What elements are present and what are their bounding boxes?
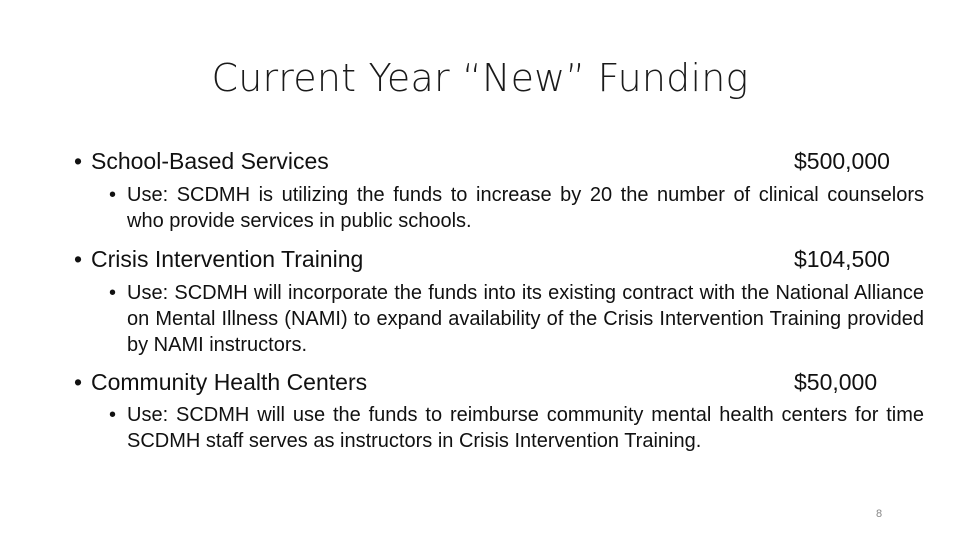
funding-use-school-based — [109, 182, 924, 234]
funding-use-text: Use: SCDMH will incorporate the funds into its existing contract with the National Alliance on Mental Illness (NAMI) to expand availability of the Crisis Intervention Training provided by NAMI instructors. — [127, 282, 924, 356]
funding-use-community-health — [109, 402, 924, 454]
funding-amount: $50,000 — [794, 369, 878, 395]
funding-amount: $500,000 — [794, 148, 890, 174]
bullet-icon: • — [74, 246, 83, 272]
slide-title: Current Year “New” Funding — [211, 56, 749, 100]
funding-item-school-based — [74, 145, 904, 177]
funding-item-label: Crisis Intervention Training — [91, 246, 364, 272]
funding-amount: $104,500 — [794, 246, 890, 272]
funding-use-text: Use: SCDMH will use the funds to reimburse community mental health centers for time SCDMH staff serves as instructors in Crisis Intervention Training. — [127, 404, 924, 452]
funding-use-crisis-intervention — [109, 280, 924, 358]
sub-bullet-icon: • — [109, 404, 117, 426]
funding-item-community-health — [74, 366, 904, 398]
funding-item-crisis-intervention — [74, 243, 904, 275]
sub-bullet-icon: • — [109, 282, 117, 304]
funding-use-text: Use: SCDMH is utilizing the funds to increase by 20 the number of clinical counselors who provide services in public schools. — [127, 184, 924, 232]
bullet-icon: • — [74, 369, 83, 395]
funding-item-label: School-Based Services — [91, 148, 329, 174]
sub-bullet-icon: • — [109, 184, 117, 206]
funding-item-label: Community Health Centers — [91, 369, 368, 395]
bullet-icon: • — [74, 148, 83, 174]
page-number: 8 — [876, 508, 883, 520]
